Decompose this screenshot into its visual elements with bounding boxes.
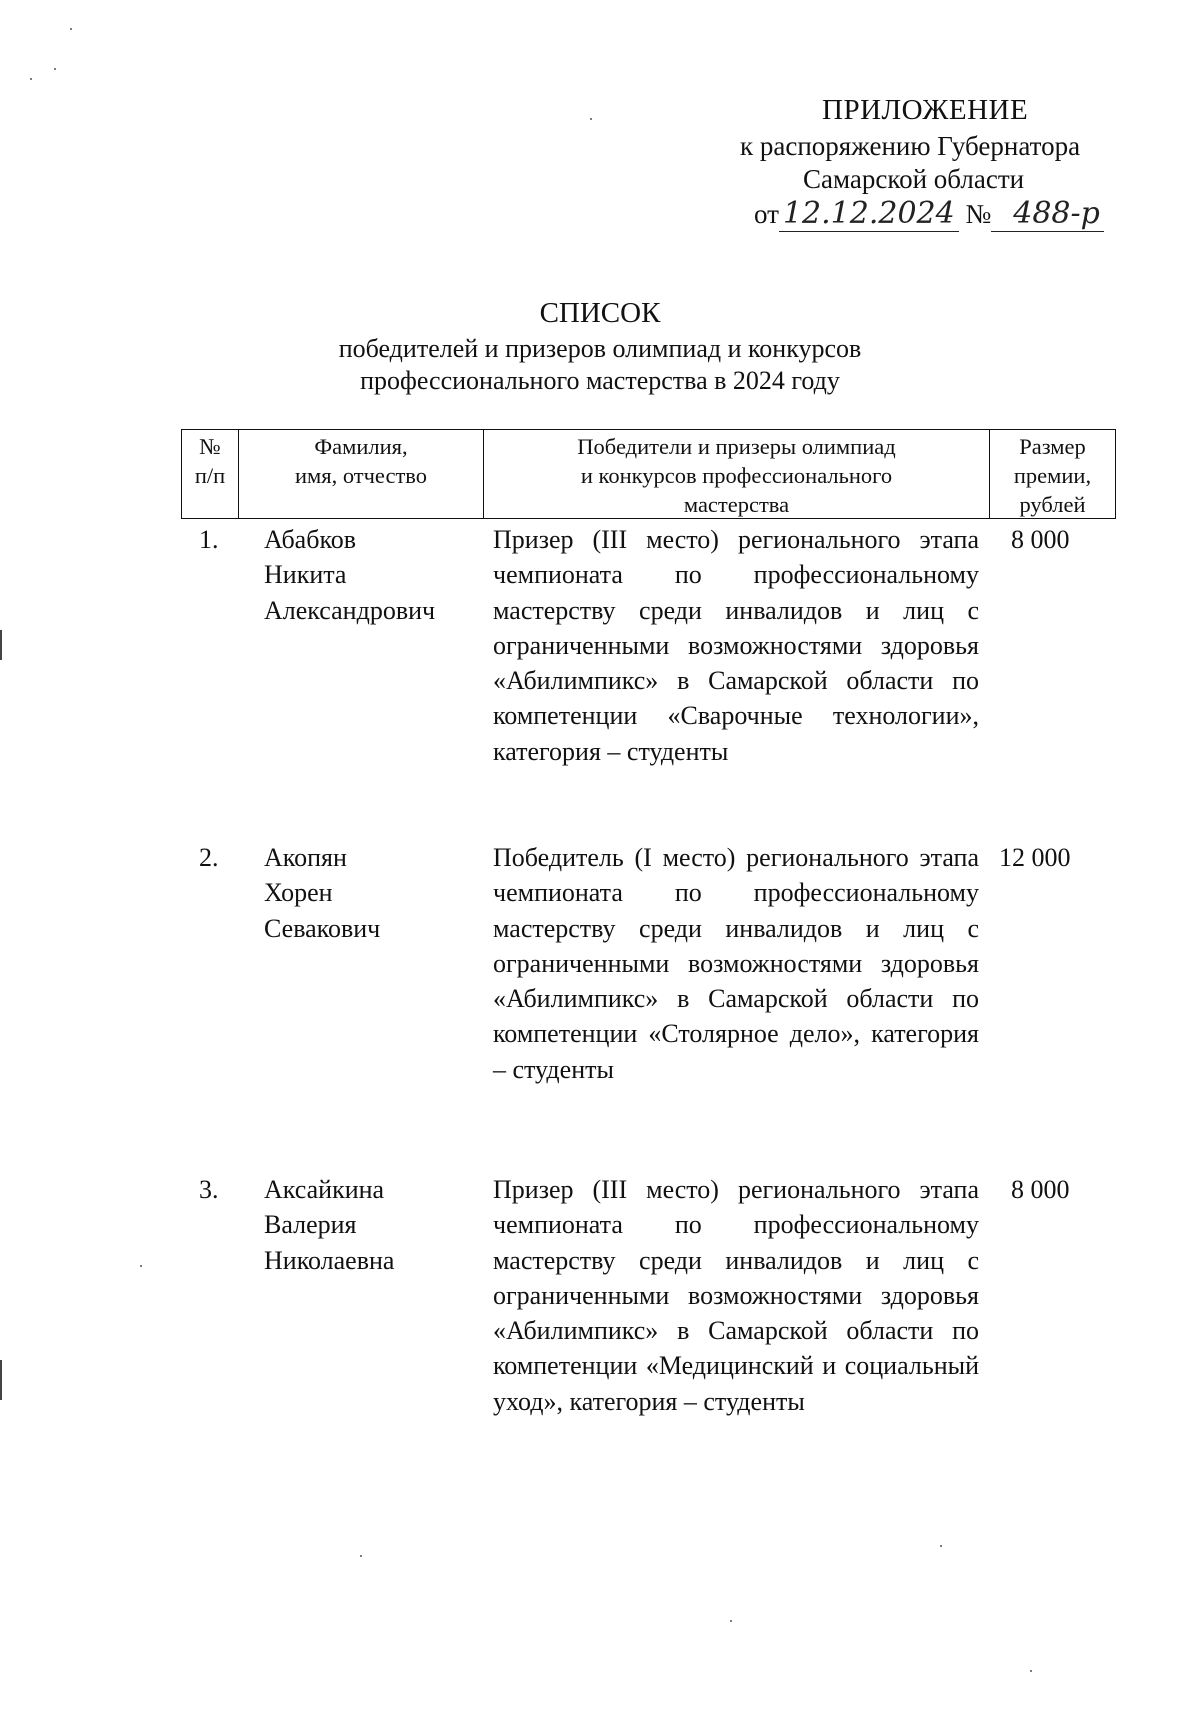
number-value: 488-р bbox=[991, 196, 1104, 232]
scan-speck bbox=[30, 78, 32, 80]
appendix-line-2: Самарской области bbox=[803, 164, 1025, 194]
number-sign: № bbox=[965, 199, 992, 229]
row-description: Победитель (I место) регионального этапа чемпионата по профессиональному мастерству среди инвалидов и лиц с ограниченными возможностями здоровья «Абилимпикс» в Самарской области по компетенции «Столярное дело», категория – студенты bbox=[493, 843, 979, 1084]
date-value: 12.12.2024 bbox=[779, 196, 959, 232]
row-amount: 8 000 bbox=[1011, 1175, 1070, 1204]
scan-speck bbox=[140, 1265, 142, 1267]
scan-speck bbox=[70, 28, 72, 30]
list-subtitle-2: профессионального мастерства в 2024 году bbox=[360, 366, 840, 395]
column-header-amount: Размер премии, рублей bbox=[1013, 434, 1092, 517]
list-subtitle-1: победителей и призеров олимпиад и конкурсов bbox=[338, 334, 862, 363]
scan-speck bbox=[1030, 1670, 1032, 1672]
column-header-number: № п/п bbox=[182, 430, 239, 518]
scan-edge bbox=[0, 1360, 2, 1400]
row-name: Абабков Никита Александрович bbox=[264, 525, 436, 625]
row-description: Призер (III место) регионального этапа чемпионата по профессиональному мастерству среди инвалидов и лиц с ограниченными возможностями здоровья «Абилимпикс» в Самарской области по компетенции «Медицинский и социальный уход», категория – студенты bbox=[493, 1175, 979, 1416]
column-header-name: Фамилия, имя, отчество bbox=[239, 430, 484, 518]
row-description: Призер (III место) регионального этапа чемпионата по профессиональному мастерству среди инвалидов и лиц с ограниченными возможностями здоровья «Абилимпикс» в Самарской области по компетенции «Сварочные технологии», категория – студенты bbox=[493, 525, 979, 766]
row-number: 1. bbox=[199, 525, 219, 554]
row-number: 3. bbox=[199, 1175, 219, 1204]
row-amount: 8 000 bbox=[1011, 525, 1070, 554]
date-prefix: от bbox=[754, 199, 779, 229]
scan-speck bbox=[730, 1620, 732, 1622]
scan-speck bbox=[54, 68, 56, 70]
scan-speck bbox=[940, 1545, 942, 1547]
list-title: СПИСОК bbox=[539, 297, 661, 329]
table-header bbox=[181, 429, 1116, 519]
appendix-line-1: к распоряжению Губернатора bbox=[740, 131, 1081, 161]
scan-speck bbox=[360, 1555, 362, 1557]
order-date-number bbox=[754, 196, 1104, 232]
appendix-title: ПРИЛОЖЕНИЕ bbox=[822, 94, 1029, 126]
row-name: Акопян Хорен Севакович bbox=[264, 843, 381, 943]
column-header-description: Победители и призеры олимпиад и конкурсов профессионального мастерства bbox=[484, 430, 990, 518]
scan-edge bbox=[0, 630, 2, 660]
scan-speck bbox=[590, 118, 592, 120]
row-number: 2. bbox=[199, 843, 219, 872]
row-name: Аксайкина Валерия Николаевна bbox=[264, 1175, 395, 1275]
row-amount: 12 000 bbox=[999, 843, 1071, 872]
